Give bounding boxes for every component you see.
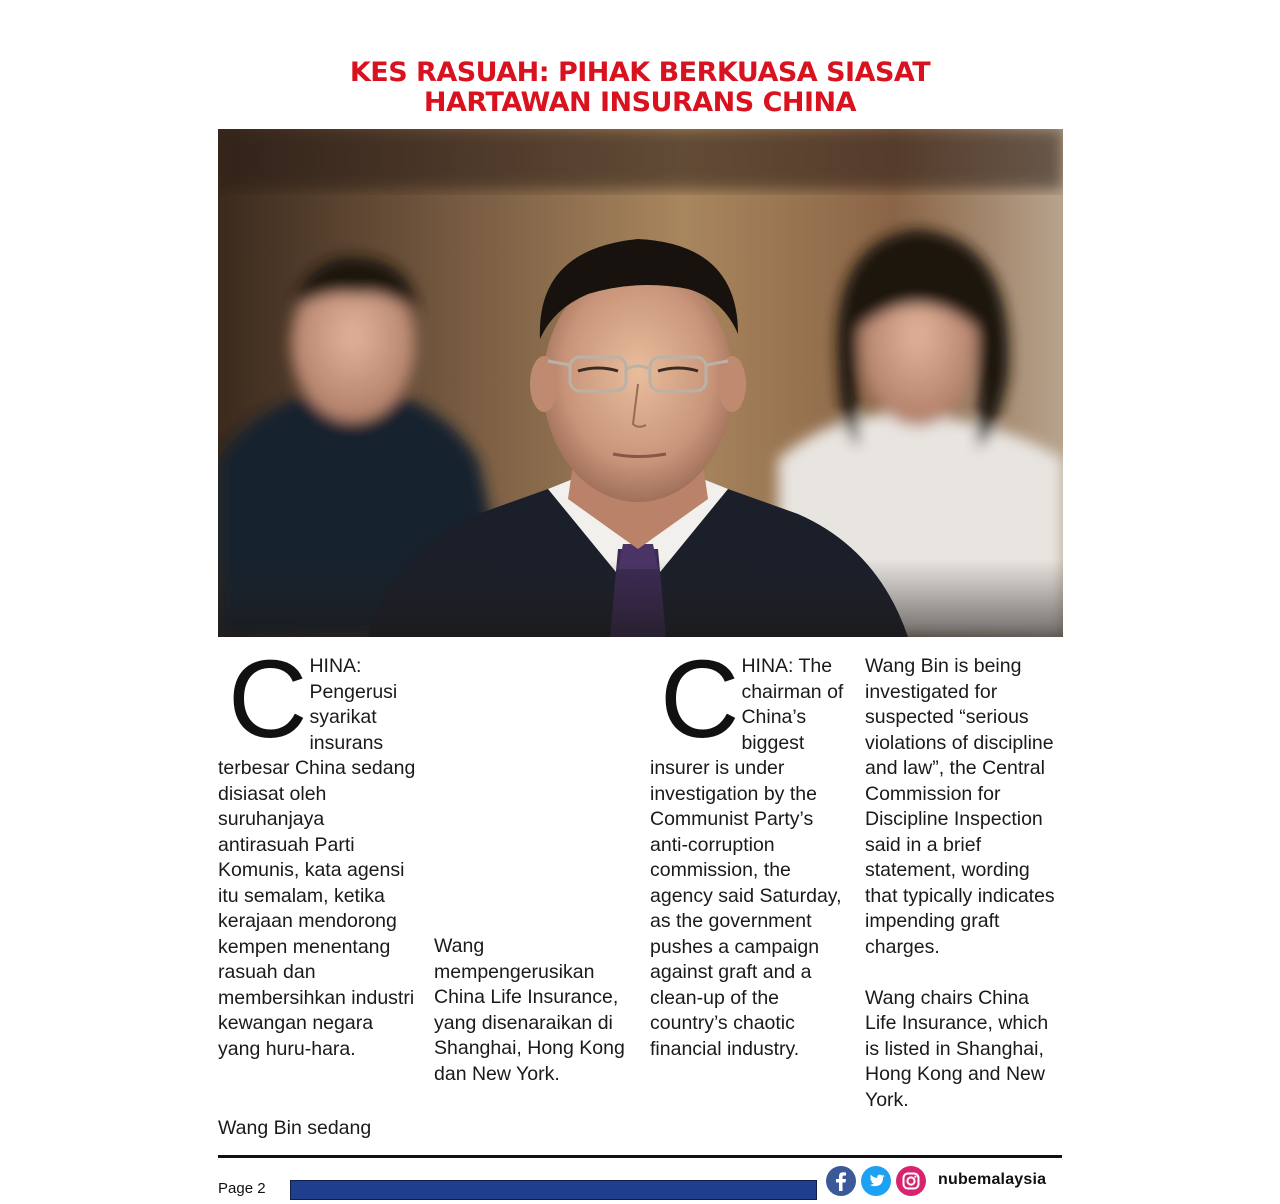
article-ms-column-2 [434, 654, 634, 1113]
article-en-paragraph-1: HINA: The chairman of China’s biggest insurer is under investigation by the Communist Party’s anti-corruption commission, the agency said Saturday, as the government pushes a campaign against graft and a clean-up of the country’s chaotic financial industry. [650, 655, 844, 1060]
news-photo [218, 129, 1063, 637]
article-ms-paragraph-1: HINA: Pengerusi syarikat insurans terbesar China sedang disiasat oleh suruhanjaya antirasuah Parti Komunis, kata agensi itu semalam, ketika kerajaan mendorong kempen menentang rasuah dan membersihkan industri kewangan negara yang huru-hara. [218, 655, 416, 1060]
article-en-column-2 [865, 654, 1065, 1139]
instagram-icon[interactable] [895, 1165, 927, 1197]
article-ms-paragraph-3: Wang mempengerusikan China Life Insurance, yang disenaraikan di Shanghai, Hong Kong dan New York. [434, 935, 625, 1085]
footer-bar [290, 1180, 817, 1200]
dropcap-en: C [660, 638, 740, 761]
dropcap-ms: C [228, 638, 308, 761]
facebook-icon[interactable] [825, 1165, 857, 1197]
headline [0, 58, 1280, 118]
footer-divider [218, 1155, 1062, 1158]
headline-line-2: HARTAWAN INSURANS CHINA [423, 87, 857, 118]
article-en-paragraph-3: Wang chairs China Life Insurance, which is listed in Shanghai, Hong Kong and New York. [865, 986, 1049, 1111]
article-ms-paragraph-2: Wang Bin sedang [218, 1117, 372, 1139]
article-en-column-1 [650, 638, 850, 1088]
article-ms-column-1 [218, 638, 418, 1088]
page-number: Page 2 [218, 1180, 266, 1197]
social-handle: nubemalaysia [938, 1171, 1047, 1188]
article-en-paragraph-2: Wang Bin is being investigated for suspected “serious violations of discipline and law”, the Central Commission for Discipline Inspection said in a brief statement, wording that typically indicates impending graft charges. [865, 655, 1055, 958]
twitter-icon[interactable] [860, 1165, 892, 1197]
social-icons [825, 1165, 927, 1197]
article-ms-column-1-tail [218, 1116, 418, 1167]
headline-line-1: KES RASUAH: PIHAK BERKUASA SIASAT [349, 57, 931, 88]
